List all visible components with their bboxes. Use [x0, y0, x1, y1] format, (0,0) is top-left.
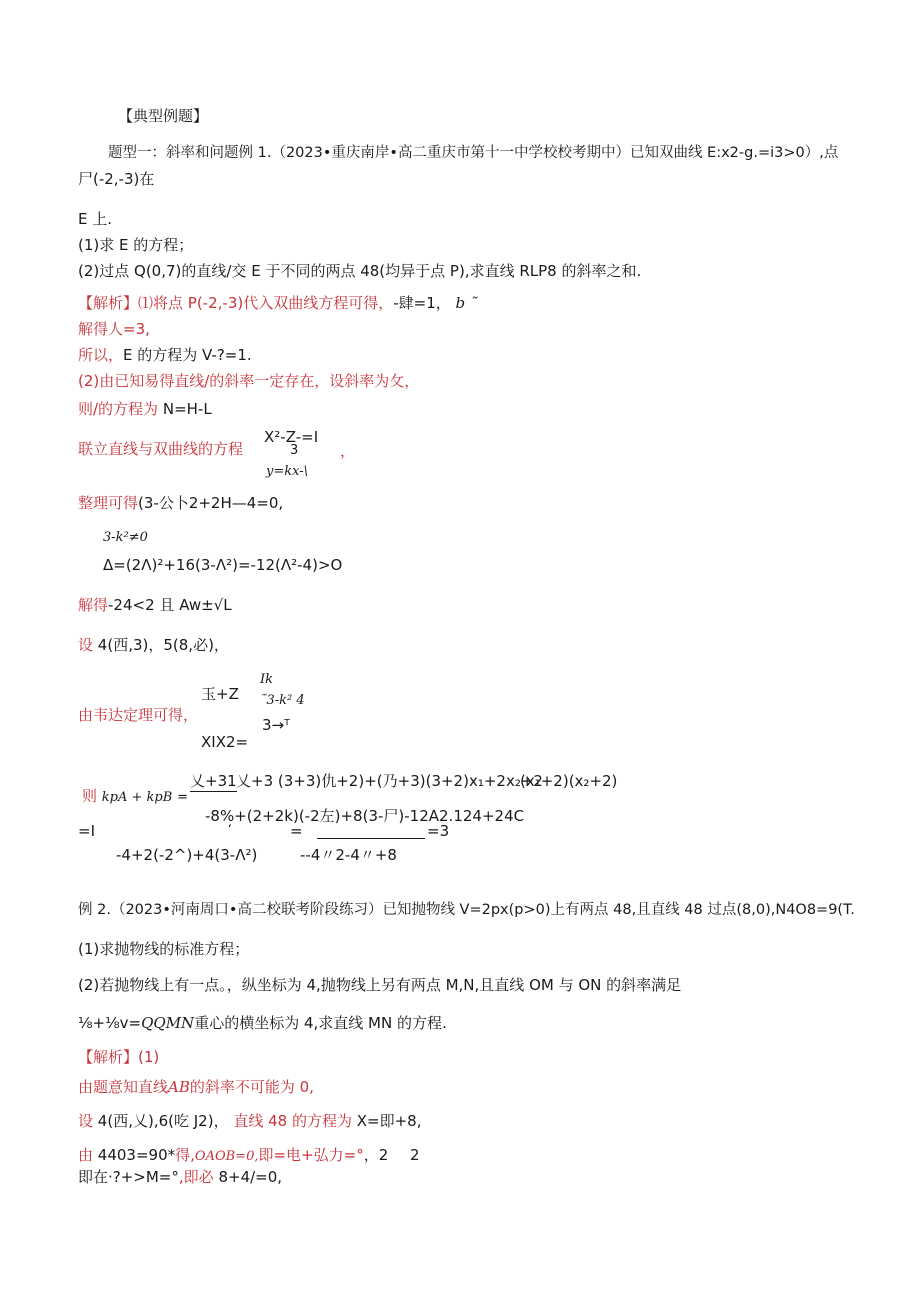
ex2-question-2-cont: ⅛+⅛v=QQMN重心的横坐标为 4,求直线 MN 的方程. — [78, 1014, 447, 1032]
ex1-solution-line-1: 【解析】⑴将点 P(-2,-3)代入双曲线方程可得，-肆=1， b ˜ — [78, 294, 478, 312]
ex1-stem: 题型一：斜率和问题例 1.（2023•重庆南岸•高二重庆市第十一中学校校考期中）已知双曲线 E:x2-g.=i3>0）,点 — [108, 145, 839, 161]
ex1-stem-point: 尸(-2,-3)在 — [78, 170, 155, 188]
ex2-line-1: 由题意知直线AB的斜率不可能为 0, — [78, 1078, 314, 1096]
fraction-bar — [317, 838, 425, 839]
ex2-stem: 例 2.（2023•河南周口•高二校联考阶段练习）已知抛物线 V=2px(p>0)上有两点 48,且直线 48 过点(8,0),N4O8=9(T. — [78, 902, 855, 918]
ex1-solution-line-2: 解得人=3, — [78, 320, 150, 338]
simplify-line: 整理可得(3-公卜2+2H—4=0, — [78, 494, 284, 512]
vieta-product-left: XIX2= — [201, 733, 249, 751]
ex2-question-1: (1)求抛物线的标准方程； — [78, 940, 250, 958]
denominator-left: -4+2(-2^)+4(3-Λ²) — [116, 846, 258, 864]
solve-line: 解得-24<2 且 Aw±√L — [78, 596, 232, 614]
slope-sum-label: 则 kpA + kpB = — [82, 787, 188, 805]
system-eq-1-denominator: 3 — [290, 443, 299, 458]
condition-2: Δ=(2Λ)²+16(3-Λ²)=-12(Λ²-4)>O — [103, 556, 343, 574]
set-points-line: 设 4(西,3)，5(8,必)， — [78, 636, 229, 654]
system-comma: ， — [340, 442, 356, 460]
middle-equals: = — [290, 822, 303, 840]
denominator-right: --4〃2-4〃+8 — [300, 846, 397, 864]
ex1-solution-line-3: 所以，E 的方程为 V-?=1. — [78, 346, 252, 364]
vieta-sum-left: 玉+Z — [201, 685, 239, 703]
ex1-question-2: (2)过点 Q(0,7)的直线/交 E 于不同的两点 48(均异于点 P),求直线 RLP8 的斜率之和. — [78, 262, 642, 280]
vieta-top: Ik — [260, 672, 274, 687]
ex2-line-4: 即在·?+>M=°,即必 8+4/=0, — [78, 1168, 283, 1186]
vieta-sum-right: ˜3-k² 4 — [260, 693, 305, 708]
middle-fraction: -8%+(2+2k)(-2左)+8(3-尸)-12A2.124+24C — [205, 807, 525, 825]
system-label: 联立直线与双曲线的方程 — [78, 440, 244, 458]
middle-tick: ‘ — [228, 822, 232, 836]
ex2-question-2: (2)若抛物线上有一点。，纵坐标为 4,抛物线上另有两点 M,N,且直线 OM 与 ON 的斜率满足 — [78, 976, 682, 994]
solution-tag: 【解析】 — [78, 1048, 139, 1066]
ex1-stem-end: E 上. — [78, 210, 113, 228]
ex2-solution-head: 【解析】(1) — [78, 1048, 160, 1066]
section-heading: 【典型例题】 — [118, 107, 209, 125]
ex1-solution-line-5: 则/的方程为 N=H-L — [78, 400, 212, 418]
ex1-question-1: (1)求 E 的方程； — [78, 236, 194, 254]
numerator-part-2: 乂+3 (3+3)仇+2)+(乃+3)(3+2)x₁+2x₂+2 — [236, 772, 543, 790]
ex2-line-2: 设 4(西,乂),6(吃 J2)， 直线 48 的方程为 X=即+8, — [78, 1112, 422, 1130]
ex2-line-3-tail: 2 — [410, 1146, 420, 1164]
equals-i: =I — [78, 822, 95, 840]
vieta-label: 由韦达定理可得， — [78, 706, 199, 724]
solution-tag: 【解析】 — [78, 294, 139, 312]
ex1-solution-line-4: (2)由已知易得直线/的斜率一定存在，设斜率为攵， — [78, 372, 420, 390]
system-eq-2: y=kx-\ — [266, 464, 308, 479]
numerator-part-1: 乂+31 — [190, 772, 237, 790]
numerator-part-3: (x₁+2)(x₂+2) — [520, 772, 618, 790]
ex2-line-3: 由 4403=90*得,OAOB=0,即=电+弘力=°，2 — [78, 1146, 389, 1164]
middle-result: =3 — [427, 822, 450, 840]
system-eq-1: X²-Z-=I — [264, 428, 319, 446]
vieta-product-right: 3→ᵀ — [262, 716, 290, 734]
condition-1: 3-k²≠0 — [103, 530, 148, 545]
